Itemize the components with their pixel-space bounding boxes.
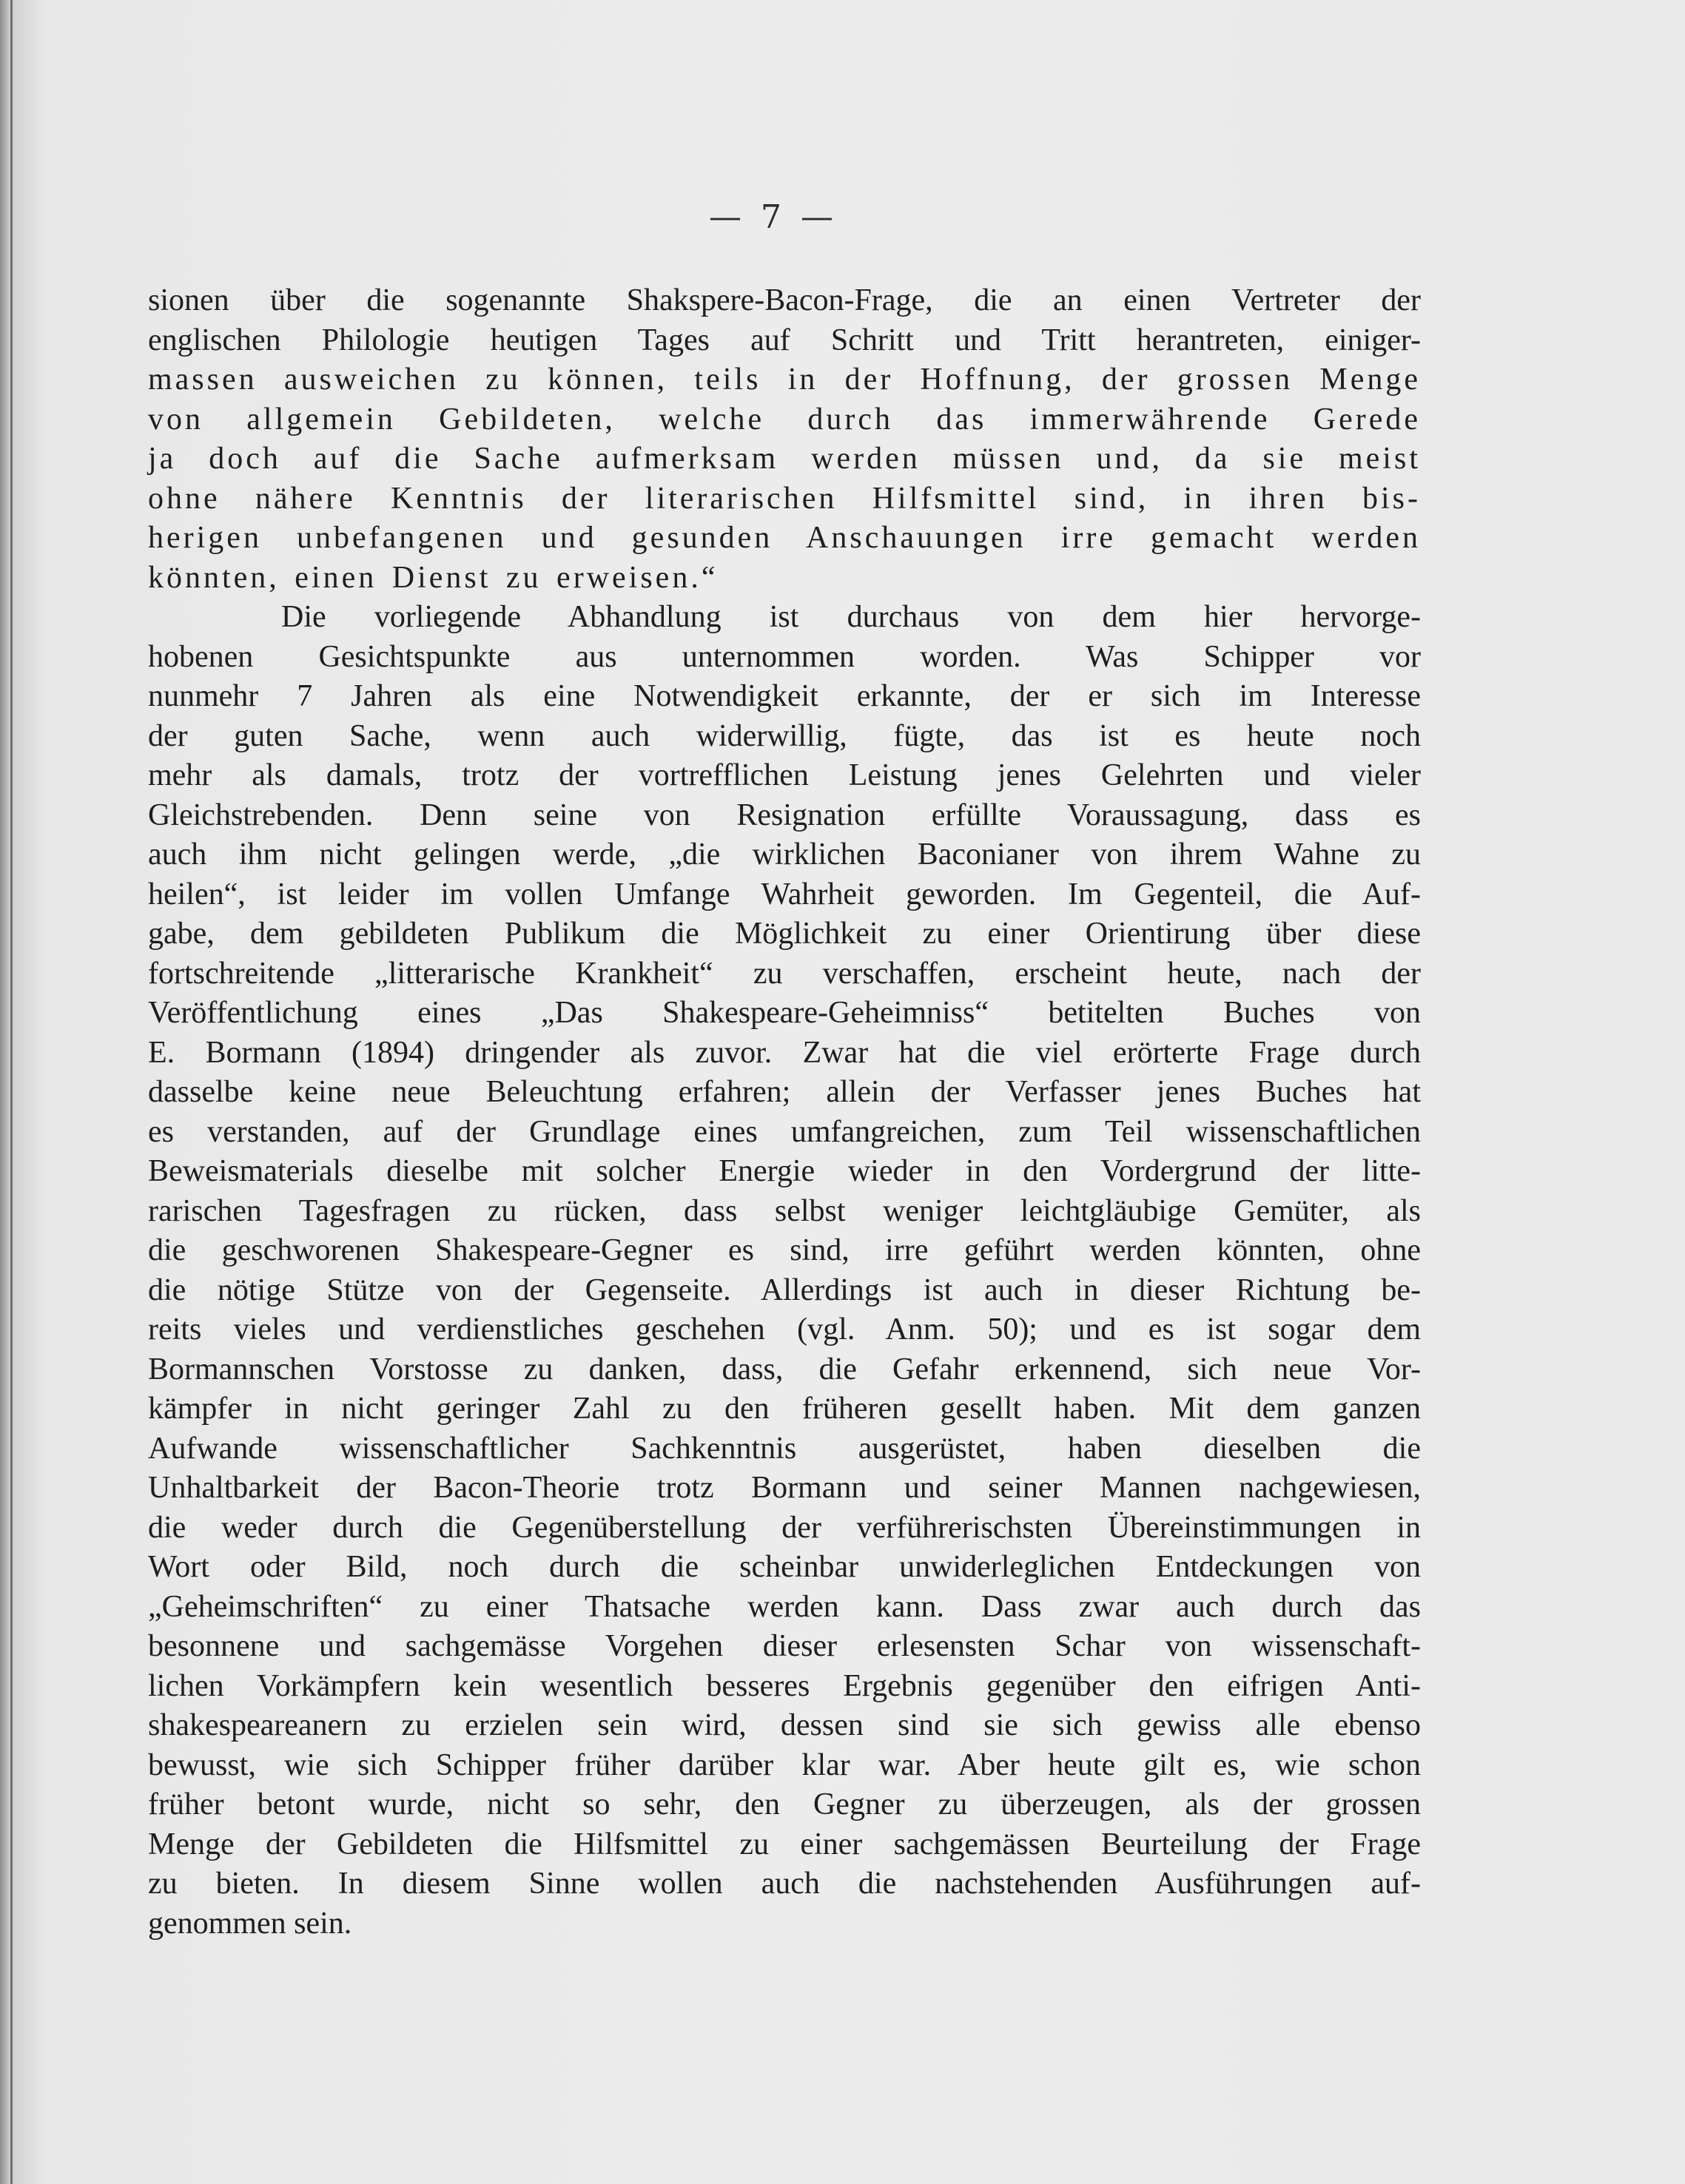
text-line: Menge der Gebildeten die Hilfsmittel zu einer sachgemässen Beurteilung der Frage <box>148 1827 1421 1861</box>
text-line: shakespeareanern zu erzielen sein wird, dessen sind sie sich gewiss alle ebenso <box>148 1708 1421 1742</box>
text-line: besonnene und sachgemässe Vorgehen dieser erlesensten Schar von wissenschaft- <box>148 1629 1421 1663</box>
text-line: von allgemein Gebildeten, welche durch das immerwährende Gerede <box>148 402 1421 437</box>
text-line: die geschworenen Shakespeare-Gegner es sind, irre geführt werden könnten, ohne <box>148 1233 1421 1267</box>
text-line: kämpfer in nicht geringer Zahl zu den früheren gesellt haben. Mit dem ganzen <box>148 1392 1421 1426</box>
text-line: Beweismaterials dieselbe mit solcher Energie wieder in den Vordergrund der litte- <box>148 1154 1421 1188</box>
body-text <box>148 281 1421 1944</box>
text-line: E. Bormann (1894) dringender als zuvor. Zwar hat die viel erörterte Frage durch <box>148 1035 1421 1070</box>
text-line: hobenen Gesichtspunkte aus unternommen worden. Was Schipper vor <box>148 639 1421 674</box>
text-line: Veröffentlichung eines „Das Shakespeare-Geheimniss“ betitelten Buches von <box>148 996 1421 1030</box>
binding-edge <box>10 0 13 2184</box>
text-line: mehr als damals, trotz der vortrefflichen Leistung jenes Gelehrten und vieler <box>148 758 1421 792</box>
text-line: auch ihm nicht gelingen werde, „die wirklichen Baconianer von ihrem Wahne zu <box>148 837 1421 872</box>
text-line: heilen“, ist leider im vollen Umfange Wahrheit geworden. Im Gegenteil, die Auf- <box>148 877 1421 911</box>
text-line: Die vorliegende Abhandlung ist durchaus von dem hier hervorge- <box>281 600 1421 634</box>
text-line: bewusst, wie sich Schipper früher darüber klar war. Aber heute gilt es, wie schon <box>148 1747 1421 1782</box>
text-line: Gleichstrebenden. Denn seine von Resignation erfüllte Voraussagung, dass es <box>148 798 1421 832</box>
text-line: genommen sein. <box>148 1906 352 1941</box>
text-line: ohne nähere Kenntnis der literarischen Hilfsmittel sind, in ihren bis- <box>148 481 1421 516</box>
text-line: es verstanden, auf der Grundlage eines umfangreichen, zum Teil wissenschaftlichen <box>148 1114 1421 1149</box>
text-line: reits vieles und verdienstliches geschehen (vgl. Anm. 50); und es ist sogar dem <box>148 1312 1421 1347</box>
text-line: dasselbe keine neue Beleuchtung erfahren; allein der Verfasser jenes Buches hat <box>148 1075 1421 1109</box>
text-line: lichen Vorkämpfern kein wesentlich besseres Ergebnis gegenüber den eifrigen Anti- <box>148 1668 1421 1703</box>
text-line: die weder durch die Gegenüberstellung der verführerischsten Übereinstimmungen in <box>148 1510 1421 1545</box>
text-line: könnten, einen Dienst zu erweisen.“ <box>148 560 719 595</box>
text-line: englischen Philologie heutigen Tages auf Schritt und Tritt herantreten, einiger- <box>148 323 1421 357</box>
text-line: fortschreitende „litterarische Krankheit“ zu verschaffen, erscheint heute, nach der <box>148 956 1421 991</box>
text-line: massen ausweichen zu können, teils in der Hoffnung, der grossen Menge <box>148 363 1421 397</box>
text-line: gabe, dem gebildeten Publikum die Möglichkeit zu einer Orientirung über diese <box>148 917 1421 951</box>
text-line: nunmehr 7 Jahren als eine Notwendigkeit erkannte, der er sich im Interesse <box>148 679 1421 713</box>
text-line: Unhaltbarkeit der Bacon-Theorie trotz Bormann und seiner Mannen nachgewiesen, <box>148 1471 1421 1505</box>
text-line: sionen über die sogenannte Shakspere-Bacon-Frage, die an einen Vertreter der <box>148 283 1421 317</box>
text-line: früher betont wurde, nicht so sehr, den Gegner zu überzeugen, als der grossen <box>148 1787 1421 1821</box>
text-line: Aufwande wissenschaftlicher Sachkenntnis ausgerüstet, haben dieselben die <box>148 1431 1421 1466</box>
text-line: Bormannschen Vorstosse zu danken, dass, die Gefahr erkennend, sich neue Vor- <box>148 1352 1421 1386</box>
text-line: der guten Sache, wenn auch widerwillig, fügte, das ist es heute noch <box>148 718 1421 753</box>
text-line: ja doch auf die Sache aufmerksam werden müssen und, da sie meist <box>148 442 1421 476</box>
page-number: — 7 — <box>709 198 838 236</box>
text-line: rarischen Tagesfragen zu rücken, dass selbst weniger leichtgläubige Gemüter, als <box>148 1193 1421 1228</box>
text-line: Wort oder Bild, noch durch die scheinbar unwiderleglichen Entdeckungen von <box>148 1550 1421 1584</box>
text-line: zu bieten. In diesem Sinne wollen auch die nachstehenden Ausführungen auf- <box>148 1867 1421 1901</box>
text-line: „Geheimschriften“ zu einer Thatsache werden kann. Dass zwar auch durch das <box>148 1589 1421 1624</box>
text-line: die nötige Stütze von der Gegenseite. Allerdings ist auch in dieser Richtung be- <box>148 1273 1421 1307</box>
text-line: herigen unbefangenen und gesunden Anschauungen irre gemacht werden <box>148 521 1421 555</box>
